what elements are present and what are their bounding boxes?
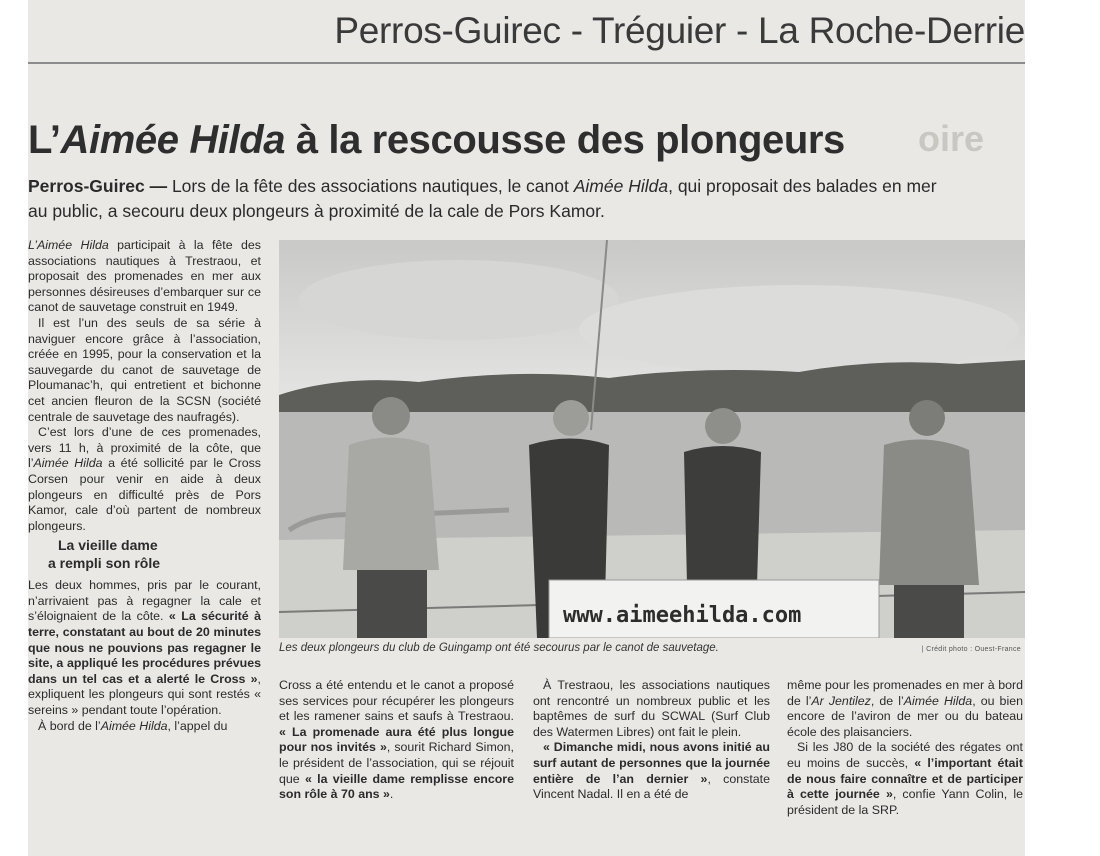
newspaper-page (28, 0, 1025, 856)
column-1-paragraph-3 (28, 425, 261, 534)
standfirst-boat-name: Aimée Hilda (573, 176, 669, 196)
standfirst-text-2: , qui proposait des balades en mer au public, a secouru deux plongeurs à proximité de la cale de Pors Kamor. (28, 176, 937, 221)
article-standfirst (28, 174, 938, 224)
standfirst-text-1: Lors de la fête des associations nautiques, le canot (167, 176, 574, 196)
column-1-paragraph-4 (28, 578, 261, 718)
article-headline (28, 118, 845, 163)
paragraph-text: , l’appel du (167, 718, 228, 733)
paragraph-text: À bord de l’ (38, 718, 101, 733)
quote: « La promenade aura été plus longue pour nos invités » (279, 724, 514, 755)
paragraph-text: Si les J80 de la société des régates ont eu moins de succès, (787, 740, 1023, 770)
intertitle-line-2: a rempli son rôle (48, 555, 161, 572)
article-photo (279, 240, 1025, 638)
boat-name: Aimée Hilda (100, 718, 168, 733)
boat-name: Aimée Hilda (33, 456, 103, 471)
quote: « Dimanche midi, nous avons initié au surf autant de personnes que la journée entière de l’an dernier » (533, 740, 770, 786)
intertitle-line-1: La vieille dame (58, 537, 158, 554)
column-3 (533, 678, 770, 803)
banner-text: www.aimeehilda.com (563, 603, 802, 628)
paragraph-text: a été sollicité par le Cross Corsen pour venir en aide à deux plongeurs en difficulté près de Pors Kamor, cale d’où partent de nombreux plongeurs. (28, 456, 261, 533)
paragraph-text: C’est lors d’une de ces promenades, vers 11 h, à proximité de la côte, que l’ (28, 425, 261, 471)
header-rule (28, 62, 1025, 64)
column-4-paragraph-1 (787, 678, 1023, 740)
paragraph-text: , de l’ (870, 693, 904, 708)
boat-name: L’Aimée Hilda (28, 238, 109, 252)
paragraph-text: même pour les promenades en mer à bord de l’ (787, 678, 1023, 708)
column-4-paragraph-2 (787, 740, 1023, 818)
paragraph-text: , expliquent les plongeurs qui sont restés « sereins » pendant toute l’opération. (28, 671, 261, 718)
column-1 (28, 238, 261, 734)
quote: « l’important était de nous faire connaître et de participer à cette journée » (787, 755, 1023, 802)
paragraph-text: , sourit Richard Simon, le président de l’association, qui se réjouit que (279, 740, 514, 786)
photo-credit: | Crédit photo : Ouest-France (921, 646, 1021, 653)
section-header (28, 0, 1025, 64)
column-3-paragraph-1: À Trestraou, les associations nautiques ont rencontré un nombreux public et les baptêmes de surf du SCWAL (Surf Club des Watermen Libres) ont fait le plein. (533, 678, 770, 739)
headline-post: à la rescousse des plongeurs (285, 118, 845, 162)
column-3-paragraph-2 (533, 740, 770, 802)
quote: « La sécurité à terre, constatant au bout de 20 minutes que nous ne pouvions pas regagner le site, a appliqué les procédures prévues dans un tel cas et a alerté le Cross » (28, 609, 261, 686)
column-1-paragraph-5 (28, 719, 261, 735)
paragraph-text: Cross a été entendu et le canot a proposé ses services pour récupérer les plongeurs et les ramener sains et saufs à Trestraou. (279, 678, 514, 724)
dateline: Perros-Guirec — (28, 176, 168, 196)
paragraph-text: participait à la fête des associations nautiques à Trestraou, et proposait des promenades en mer aux personnes désireuses d’embarquer sur ce canot de sauvetage construit en 1949. (28, 238, 261, 315)
boat-name: Aimée Hilda (903, 693, 973, 708)
paragraph-text: , constate Vincent Nadal. Il en a été de (533, 771, 770, 802)
column-1-paragraph-2: Il est l’un des seuls de sa série à naviguer encore grâce à l’association, créée en 1995, pour la conservation et la sauvegarde du canot de sauvetage de Ploumanac’h, qui entretient et bichonne cet ancien fleuron de la SCSN (société centrale de sauvetage des naufragés). (28, 315, 261, 424)
boat-name: Ar Jentilez (811, 693, 871, 708)
paragraph-text: Les deux hommes, pris par le courant, n’arrivaient pas à regagner la cale et s’éloignaient de la côte. (28, 578, 261, 624)
bleed-through-text: oire (918, 118, 985, 159)
paragraph-text: , ou bien encore de l’aviron de mer ou du bateau école des plaisanciers. (787, 693, 1023, 739)
paragraph-text: , confie Yann Colin, le président de la SRP. (787, 787, 1023, 817)
headline-boat-name: Aimée Hilda (60, 118, 286, 162)
column-1-paragraph-1 (28, 238, 261, 316)
paragraph-text: . (389, 787, 394, 802)
cloud (299, 260, 619, 340)
column-2 (279, 678, 514, 803)
section-title: Perros-Guirec - Tréguier - La Roche-Derrie (334, 10, 1025, 51)
intertitle (48, 536, 261, 572)
quote: « la vieille dame remplisse encore son rôle à 70 ans » (279, 771, 514, 802)
photo-illustration (279, 240, 1025, 638)
headline-pre: L’ (28, 118, 61, 162)
column-4 (787, 678, 1023, 818)
cloud (579, 285, 1019, 375)
column-2-paragraph-1 (279, 678, 514, 803)
photo-caption: Les deux plongeurs du club de Guingamp ont été secourus par le canot de sauvetage. (279, 642, 719, 654)
